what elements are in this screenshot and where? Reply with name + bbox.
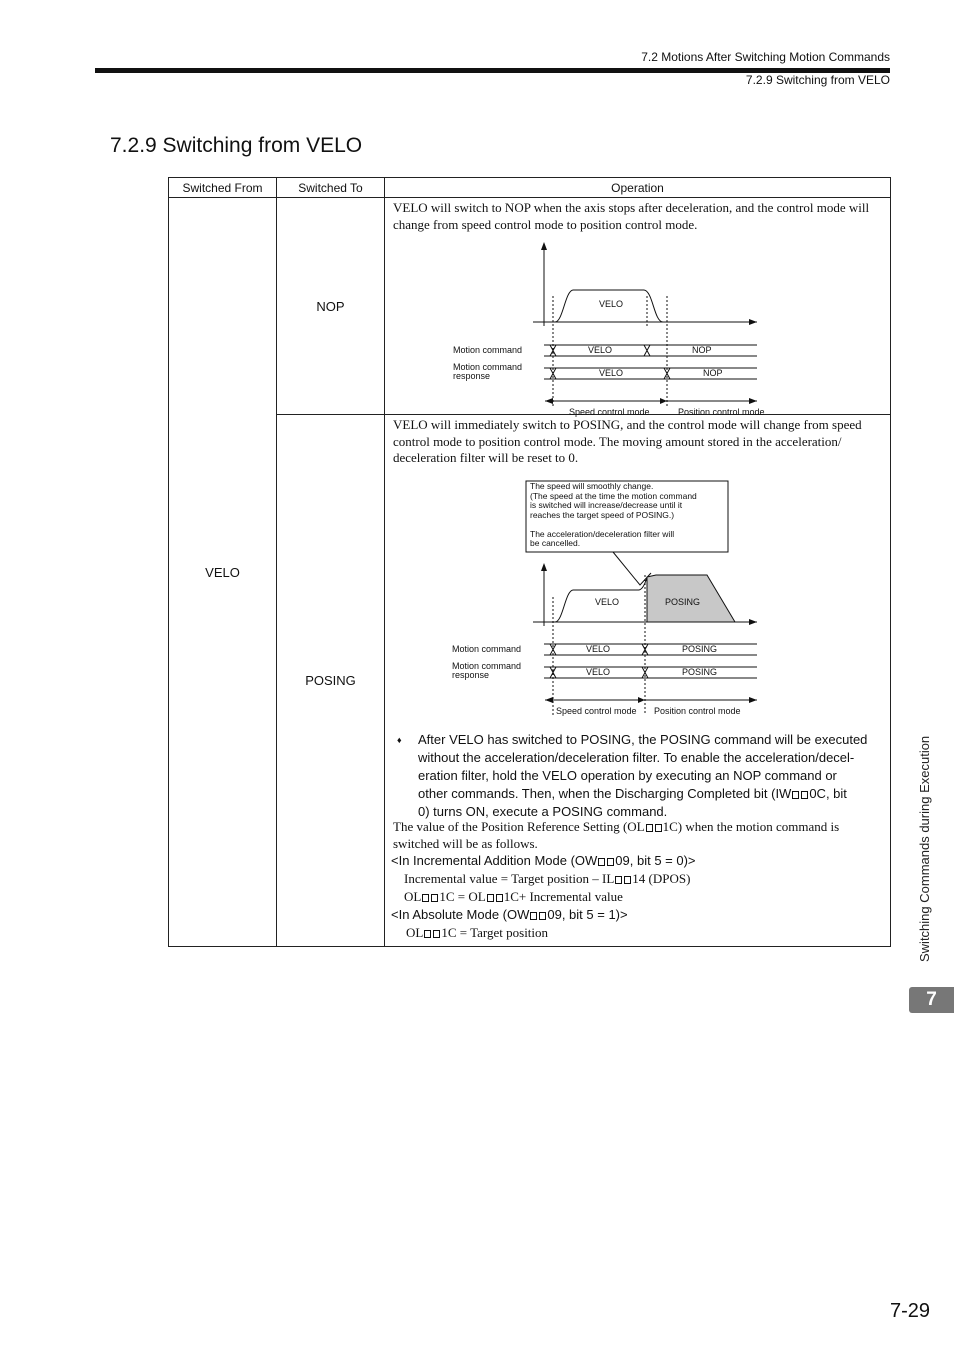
posing-speed-mode-label: Speed control mode (556, 706, 637, 716)
placeholder-box-icon (646, 824, 653, 832)
placeholder-box-icon (433, 930, 440, 938)
nop-speed-mode-label: Speed control mode (569, 407, 650, 417)
nop-cmd-velo: VELO (588, 345, 613, 355)
switching-table (168, 177, 891, 947)
switched-to-nop-label: NOP (316, 298, 345, 314)
placeholder-box-icon (431, 894, 438, 902)
callout-line: be cancelled. (530, 538, 581, 548)
nop-timing-diagram (385, 198, 888, 415)
nop-cmd-nop: NOP (692, 345, 712, 355)
table-row-posing (169, 415, 891, 947)
placeholder-box-icon (598, 858, 605, 866)
nop-velo-profile-label: VELO (599, 299, 624, 309)
page-number: 7-29 (889, 1300, 930, 1322)
nop-resp-nop: NOP (703, 368, 723, 378)
placeholder-box-icon (624, 876, 631, 884)
absolute-formula (406, 924, 884, 942)
posing-resp-posing: POSING (682, 667, 718, 677)
placeholder-box-icon (607, 858, 614, 866)
position-ref-line1 (393, 819, 884, 836)
bullet-line-part: other commands. Then, when the Discharging Completed bit (IW (418, 786, 792, 801)
callout-text (530, 482, 697, 549)
posing-description: VELO will immediately switch to POSING, and the control mode will change from speed control mode to position control mode. The moving amount stored in the acceleration/ deceleration filter will be reset to 0. (393, 417, 862, 465)
bullet-line: eration filter, hold the VELO operation by executing an NOP command or (418, 768, 837, 783)
callout-line: (The speed at the time the motion command (530, 490, 697, 501)
bullet-line: After VELO has switched to POSING, the POSING command will be executed (418, 732, 868, 747)
text-part: Incremental value = Target position – IL (404, 871, 615, 886)
posing-profile-label: POSING (665, 597, 701, 607)
bullet-line: without the acceleration/deceleration filter. To enable the acceleration/decel- (418, 750, 855, 765)
posing-response-label-1: Motion command (452, 661, 522, 671)
posing-timing-diagram (385, 415, 888, 735)
callout-line: reaches the target speed of POSING.) (530, 509, 675, 520)
callout-line: The speed will smoothly change. (530, 481, 654, 491)
switched-to-posing-label: POSING (305, 673, 356, 688)
callout-line: The acceleration/deceleration filter will (530, 528, 675, 539)
position-ref-line2: switched will be as follows. (393, 835, 538, 851)
nop-resp-velo: VELO (599, 368, 624, 378)
text-part: 14 (DPOS) (632, 871, 691, 886)
incremental-formula-1 (404, 870, 884, 888)
header-switched-to: Switched To (277, 178, 385, 198)
text-part: 09, bit 5 = 1)> (547, 907, 628, 922)
posing-resp-velo: VELO (586, 667, 611, 677)
switched-to-posing-cell (277, 415, 385, 947)
posing-velo-profile-label: VELO (595, 597, 620, 607)
switched-from-cell (169, 198, 277, 947)
incremental-mode-heading (391, 852, 884, 870)
posing-response-label-2: response (452, 670, 490, 680)
bullet-line (418, 785, 884, 803)
text-part: The value of the Position Reference Setting (OL (393, 819, 645, 834)
position-reference-notes (393, 819, 884, 942)
chapter-tab: 7 (909, 987, 954, 1013)
running-header-subsection: 7.2.9 Switching from VELO (745, 73, 890, 87)
placeholder-box-icon (424, 930, 431, 938)
nop-description: VELO will switch to NOP when the axis stops after deceleration, and the control mode will change from speed control mode to position control mode. (393, 200, 870, 232)
text-part: OL (404, 889, 422, 904)
placeholder-box-icon (422, 894, 429, 902)
text-part: OL (406, 925, 424, 940)
nop-response-label-2: response (453, 371, 491, 381)
callout-line: is switched will increase/decrease until it (530, 500, 683, 510)
placeholder-box-icon (530, 912, 537, 920)
bullet-diamond-icon: ♦ (397, 735, 402, 745)
text-part: 1C) when the motion command is (662, 819, 840, 834)
posing-cmd-posing: POSING (682, 644, 718, 654)
nop-response-label-1: Motion command (453, 362, 523, 372)
operation-posing-cell (385, 415, 891, 947)
bullet-line: 0) turns ON, execute a POSING command. (418, 804, 668, 819)
placeholder-box-icon (792, 791, 799, 799)
chapter-side-title: Switching Commands during Execution (917, 735, 932, 962)
posing-position-mode-label: Position control mode (654, 706, 741, 716)
absolute-mode-heading (391, 906, 884, 924)
header-operation: Operation (385, 178, 891, 198)
bullet-text (418, 731, 884, 821)
posing-bullet-note (397, 731, 884, 821)
switched-from-label: VELO (205, 564, 240, 580)
bullet-line-part: 0C, bit (809, 786, 847, 801)
placeholder-box-icon (615, 876, 622, 884)
table-header-row (169, 178, 891, 198)
posing-motion-command-label: Motion command (452, 644, 522, 654)
placeholder-box-icon (801, 791, 808, 799)
placeholder-box-icon (539, 912, 546, 920)
placeholder-box-icon (496, 894, 503, 902)
nop-position-mode-label: Position control mode (678, 407, 765, 417)
running-header-section: 7.2 Motions After Switching Motion Commands (641, 50, 890, 64)
header-switched-from: Switched From (169, 178, 277, 198)
text-part: 09, bit 5 = 0)> (615, 853, 696, 868)
placeholder-box-icon (487, 894, 494, 902)
switched-to-nop-cell (277, 198, 385, 415)
page-title: 7.2.9 Switching from VELO (110, 134, 363, 157)
posing-cmd-velo: VELO (586, 644, 611, 654)
text-part: 1C = OL (439, 889, 486, 904)
table-row-nop (169, 198, 891, 415)
operation-nop-cell (385, 198, 891, 415)
text-part: 1C = Target position (441, 925, 549, 940)
text-part: 1C+ Incremental value (503, 889, 623, 904)
nop-motion-command-label: Motion command (453, 345, 523, 355)
incremental-formula-2 (404, 888, 884, 906)
text-part: <In Absolute Mode (OW (391, 907, 530, 922)
text-part: <In Incremental Addition Mode (OW (391, 853, 598, 868)
placeholder-box-icon (655, 824, 662, 832)
